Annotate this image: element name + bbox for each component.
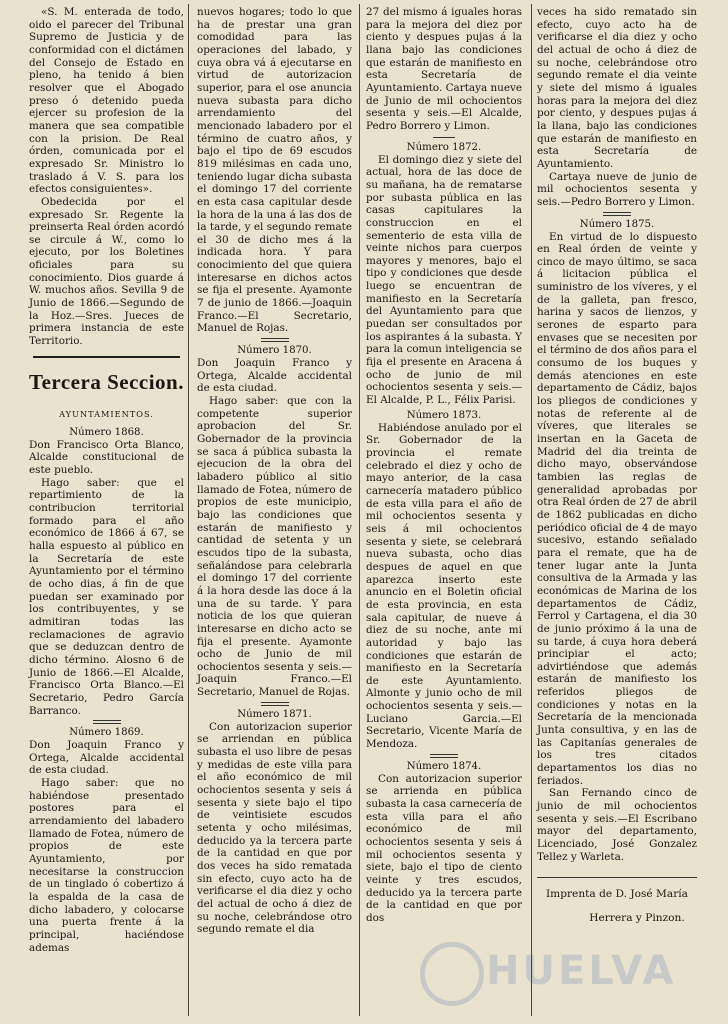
notice-1869-body: Hago saber: que no habiéndose presentado postores para el arrendamiento del labadero llamado de Fotea, número de propios de este Ayuntamiento, por necesitarse la construccion de un tinglado ó cobertizo á la espalda de la casa de dicho labadero, y colocarse una puerta frente á la principal, haciéndose ademas bbox=[29, 777, 184, 954]
notice-1872-title: Número 1872. bbox=[406, 141, 482, 153]
notice-1870-header: Don Joaquin Franco y Ortega, Alcalde accidental de esta ciudad. bbox=[197, 357, 352, 395]
notice-1874-title: Número 1874. bbox=[406, 760, 482, 772]
intro-paragraph-2: Obedecida por el expresado Sr. Regente la preinserta Real órden acordó se circule á W., como lo ejecuto, por los Boletines oficiales para su conocimiento. Dios guarde á W. muchos años. Sevilla 9 de Junio de 1866.—Segundo de la Hoz.—Sres. Jueces de primera instancia de este Territorio. bbox=[29, 195, 184, 348]
column-divider bbox=[188, 4, 189, 1016]
separator bbox=[433, 137, 455, 138]
notice-1872-body: El domingo diez y siete del actual, hora de las doce de su mañana, ha de rematarse por subasta pública en las casas capitulares la construccion en el sementerio de esta villa de veinte nichos para cuerpos mayores y menores, bajo el tipo y condiciones que desde luego se encuentran de manifiesto en la Secretaría del Ayuntamiento para que puedan ser consultados por los aspirantes á la subasta. Y para la comun inteligencia se fija el presente en Aracena á ocho de junio de mil ochocientos sesenta y seis.—El Alcalde, P. L., Félix Parisi. bbox=[366, 153, 522, 407]
notice-1870-body: Hago saber: que con la competente superior aprobacion del Sr. Gobernador de la provincia se saca á pública subasta la ejecucion de la obra del labadero público al sitio llamado de Fotea, número de propios de este municipio, bajo las condiciones que estarán de manifiesto y cantidad de setenta y un escudos tipo de la subasta, señalándose para celebrarla el domingo 17 del corriente á la hora desde las doce á la una de su tarde. Y para noticia de los que quieran interesarse en dicho acto se fija el presente. Ayamonte ocho de Junio de mil ochocientos sesenta y seis.—Joaquin Franco.—El Secretario, Manuel de Rojas. bbox=[197, 395, 352, 699]
notice-1868-body: Hago saber: que el repartimiento de la contribucion territorial formado para el año económico de 1866 á 67, se halla espuesto al público en la Secretaría de este Ayuntamiento por el término de ocho dias, á fin de que puedan ser examinado por los contribuyentes, y se admitiran todas las reclamaciones de agravio que se deduzcan dentro de dicho término. Alosno 6 de Junio de 1866.—El Alcalde, Francisco Orta Blanco.—El Secretario, Pedro García Barranco. bbox=[29, 476, 184, 717]
notice-1869-title: Número 1869. bbox=[69, 727, 144, 739]
column-2 bbox=[197, 6, 352, 936]
section-rule bbox=[33, 356, 180, 358]
separator bbox=[93, 720, 121, 724]
section-title: Tercera Seccion. bbox=[29, 369, 184, 394]
column-divider bbox=[531, 4, 532, 1016]
intro-paragraph-1: «S. M. enterada de todo, oido el parecer del Tribunal Supremo de Justicia y de conformidad con el dictámen del Consejo de Estado en pleno, ha tenido á bien resolver que el Abogado preso ó detenido pueda ejercer su profesion de la manera que sea compatible con la prision. De Real órden, comunicada por el expresado Sr. Ministro lo traslado á V. S. para los efectos consiguientes». bbox=[29, 6, 184, 196]
printer-imprint bbox=[537, 877, 697, 930]
section-subheading: AYUNTAMIENTOS. bbox=[59, 408, 154, 419]
notice-1868-title: Número 1868. bbox=[69, 426, 144, 438]
notice-1874-signature: Cartaya nueve de junio de mil ochocientos sesenta y seis.—Pedro Borrero y Limon. bbox=[537, 170, 697, 208]
notice-1874-body: Con autorizacion superior se arrienda en pública subasta la casa carnecería de esta villa para el año económico de mil ochocientos sesenta y seis á mil ochocientos sesenta y siete, bajo el tipo de ciento veinte y tres escudos, deducido ya la tercera parte de la cantidad en que por dos bbox=[366, 772, 522, 924]
notice-1871-continued: 27 del mismo á iguales horas para la mejora del diez por ciento y despues pujas á la llana bajo las condiciones que estarán de manifiesto en esta Secretaría de Ayuntamiento. Cartaya nueve de Junio de mil ochocientos sesenta y seis.—El Alcalde, Pedro Borrero y Limon. bbox=[366, 6, 522, 132]
notice-1871-title: Número 1871. bbox=[237, 708, 312, 720]
column-4 bbox=[537, 6, 697, 930]
watermark-text: HUELVA bbox=[486, 948, 677, 994]
notice-1870-title: Número 1870. bbox=[237, 345, 312, 357]
notice-1871-body: Con autorizacion superior se arriendan en pública subasta el uso libre de pesas y medidas de este villa para el año económico de mil ochocientos sesenta y seis á sesenta y siete bajo el tipo de veintisiete escudos setenta y ocho milésimas, deducido ya la tercera parte de la cantidad en que por dos veces ha sido rematada sin efecto, cuyo acto ha de verificarse el dia diez y ocho del actual de ocho á diez de su noche, celebrándose otro segundo remate el dia bbox=[197, 720, 352, 936]
notice-1875-body: En virtud de lo dispuesto en Real órden de veinte y cinco de mayo último, se saca á licitacion pública el suministro de los víveres, y el de la galleta, pan fresco, harina y sacos de lienzos, y serones de esparto para envases que se necesiten por el término de dos años para el consumo de los buques y demás atenciones en este departamento de Cádiz, bajos los pliegos de condiciones y notas de referente al de víveres, que literales se insertan en la Gaceta de Madrid del dia treinta de dicho mayo, observándose tambien las reglas de generalidad aprobadas por otra Real órden de 27 de abril de 1862 publicadas en dicho periódico oficial de 4 de mayo sucesivo, estando señalado para el remate, que ha de tener lugar ante la Junta consultiva de la Armada y las económicas de Marina de los departamentos de Cádiz, Ferrol y Cartagena, el dia 30 de junio próximo á la una de su tarde, á cuya hora deberá principiar el acto; advirtiéndose que además estarán de manifiesto los referidos pliegos de condiciones y notas en la Secretaría de la mencionada Junta consultiva, y en las de las Capitanías generales de los tres citados departamentos los dias no feriados. bbox=[537, 230, 697, 787]
separator bbox=[261, 702, 289, 706]
imprint-line-1: Imprenta de D. José María bbox=[545, 888, 688, 901]
column-divider bbox=[359, 4, 360, 1016]
notice-1869-continued: nuevos hogares; todo lo que ha de prestar una gran comodidad para las operaciones del labado, y cuya obra vá á ejecutarse en virtud de autorizacion superior, para el ose anuncia nueva subasta para dicho arrendamiento del mencionado labadero por el término de cuatro años, y bajo el tipo de 69 escudos 819 milésimas en cada uno, teniendo lugar dicha subasta el domingo 17 del corriente en esta casa capitular desde la hora de la una á las dos de la tarde, y el segundo remate el 30 de dicho mes á la indicada hora. Y para conocimiento del que quiera interesarse en dichos actos se fija el presente. Ayamonte 7 de junio de 1866.—Joaquin Franco.—El Secretario, Manuel de Rojas. bbox=[197, 6, 352, 335]
column-1 bbox=[29, 6, 184, 954]
imprint-line-2: Herrera y Pinzon. bbox=[589, 912, 685, 925]
separator bbox=[430, 754, 458, 758]
notice-1868-header: Don Francisco Orta Blanco, Alcalde constitucional de este pueblo. bbox=[29, 438, 184, 477]
separator bbox=[261, 338, 289, 342]
notice-1875-signature: San Fernando cinco de junio de mil ochocientos sesenta y seis.—El Escribano mayor del departamento, Licenciado, José Gonzalez Tellez y Warleta. bbox=[537, 787, 697, 863]
notice-1869-header: Don Joaquin Franco y Ortega, Alcalde accidental de esta ciudad. bbox=[29, 739, 184, 777]
separator bbox=[603, 212, 631, 216]
notice-1875-title: Número 1875. bbox=[579, 218, 655, 230]
column-3 bbox=[366, 6, 522, 925]
archive-watermark bbox=[420, 938, 700, 1018]
notice-1873-title: Número 1873. bbox=[406, 409, 482, 421]
notice-1874-continued: veces ha sido rematado sin efecto, cuyo acto ha de verificarse el dia diez y ocho del actual de ocho á diez de su noche, celebrándose otro segundo remate el dia veinte y siete del mismo á iguales horas para la mejora del diez por ciento, y despues pujas á la llana, bajo las condiciones que estarán de manifiesto en esta Secretaría de Ayuntamiento. bbox=[537, 6, 697, 170]
seal-icon bbox=[420, 942, 484, 1006]
notice-1873-body: Habiéndose anulado por el Sr. Gobernador de la provincia el remate celebrado el diez y ocho de mayo anterior, de la casa carnecería matadero público de esta villa para el año de mil ochocientos sesenta y seis á mil ochocientos sesenta y siete, se celebrará nueva subasta, ocho dias despues de aquel en que aparezca inserto este anuncio en el Boletin oficial de esta provincia, en esta sala capitular, de nueve á diez de su noche, ante mi autoridad y bajo las condiciones que estarán de manifiesto en la Secretaría de este Ayuntamiento. Almonte y junio ocho de mil ochocientos sesenta y seis.—Luciano Garcia.—El Secretario, Vicente María de Mendoza. bbox=[366, 421, 522, 751]
